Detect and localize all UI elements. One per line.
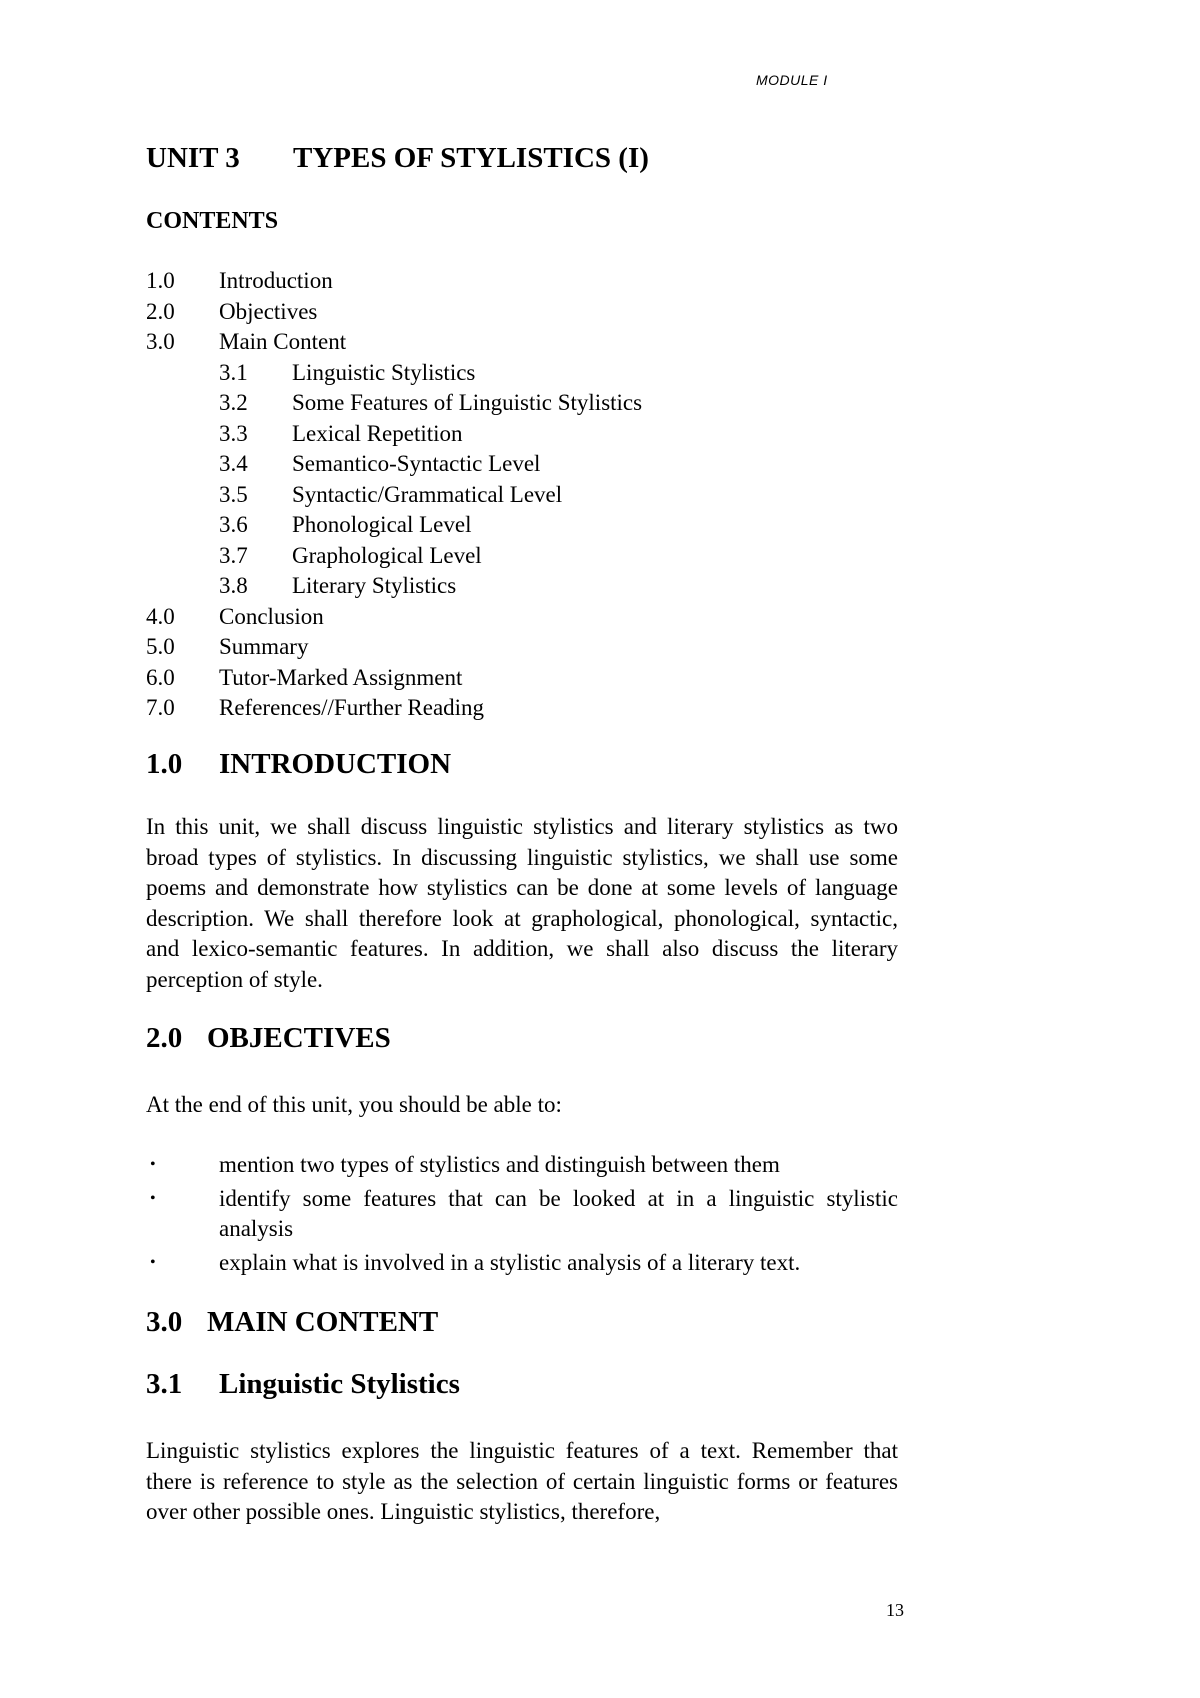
list-item bbox=[146, 1248, 898, 1279]
toc-label: Semantico-Syntactic Level bbox=[292, 451, 541, 476]
section-number: 3.0 bbox=[146, 1306, 183, 1338]
bullet-icon: • bbox=[150, 1189, 156, 1207]
toc-item bbox=[146, 663, 642, 694]
toc-label: Phonological Level bbox=[292, 512, 472, 537]
toc-number: 3.7 bbox=[219, 542, 248, 568]
toc-number: 3.6 bbox=[219, 512, 248, 537]
section-number: 2.0 bbox=[146, 1022, 183, 1054]
toc-subitem bbox=[146, 541, 642, 572]
section-title: MAIN CONTENT bbox=[207, 1306, 439, 1338]
bullet-icon: • bbox=[150, 1253, 156, 1271]
objectives-heading bbox=[146, 1022, 391, 1055]
toc-subitem bbox=[146, 480, 642, 511]
toc-label: Summary bbox=[219, 634, 309, 659]
unit-number: UNIT 3 bbox=[146, 142, 240, 174]
toc-number: 3.3 bbox=[219, 420, 248, 446]
toc-subitem bbox=[146, 510, 642, 541]
running-head: MODULE I bbox=[756, 72, 828, 88]
table-of-contents bbox=[146, 266, 642, 724]
toc-subitem bbox=[146, 571, 642, 602]
toc-label: Graphological Level bbox=[292, 542, 482, 568]
list-item-text: identify some features that can be looked at in a linguistic stylistic analysis bbox=[219, 1185, 898, 1241]
linguistic-stylistics-heading bbox=[146, 1368, 460, 1401]
toc-item bbox=[146, 632, 642, 663]
toc-number: 6.0 bbox=[146, 664, 175, 690]
toc-number: 1.0 bbox=[146, 268, 175, 293]
toc-subitem bbox=[146, 449, 642, 480]
toc-item bbox=[146, 327, 642, 358]
list-item-text: explain what is involved in a stylistic analysis of a literary text. bbox=[219, 1249, 801, 1275]
toc-label: Introduction bbox=[219, 268, 333, 293]
introduction-paragraph: In this unit, we shall discuss linguistic stylistics and literary stylistics as two broad types of stylistics. In discussing linguistic stylistics, we shall use some poems and demonstrate how stylistics can be done at some levels of language description. We shall therefore look at graphological, phonological, syntactic, and lexico-semantic features. In addition, we shall also discuss the literary perception of style. bbox=[146, 814, 898, 992]
toc-number: 3.2 bbox=[219, 390, 248, 415]
section-title: INTRODUCTION bbox=[219, 748, 452, 780]
bullet-icon: • bbox=[150, 1156, 156, 1173]
toc-number: 2.0 bbox=[146, 298, 175, 324]
section-title: OBJECTIVES bbox=[207, 1022, 391, 1054]
toc-label: Syntactic/Grammatical Level bbox=[292, 481, 563, 507]
toc-number: 3.0 bbox=[146, 329, 175, 354]
section-number: 1.0 bbox=[146, 748, 183, 780]
toc-number: 7.0 bbox=[146, 695, 175, 720]
toc-number: 5.0 bbox=[146, 634, 175, 659]
toc-label: Some Features of Linguistic Stylistics bbox=[292, 390, 643, 415]
list-item bbox=[146, 1150, 898, 1181]
toc-label: Lexical Repetition bbox=[292, 420, 463, 446]
toc-number: 3.4 bbox=[219, 451, 248, 476]
toc-number: 3.8 bbox=[219, 573, 248, 598]
toc-number: 3.1 bbox=[219, 359, 248, 385]
toc-subitem bbox=[146, 358, 642, 389]
section-number: 3.1 bbox=[146, 1368, 183, 1400]
toc-item bbox=[146, 297, 642, 328]
toc-subitem bbox=[146, 388, 642, 419]
objectives-list bbox=[146, 1150, 898, 1281]
toc-label: Literary Stylistics bbox=[292, 573, 457, 598]
toc-item bbox=[146, 602, 642, 633]
toc-number: 4.0 bbox=[146, 603, 175, 629]
toc-label: Linguistic Stylistics bbox=[292, 359, 476, 385]
toc-number: 3.5 bbox=[219, 481, 248, 507]
list-item-text: mention two types of stylistics and distinguish between them bbox=[219, 1152, 780, 1177]
page-number: 13 bbox=[886, 1600, 904, 1620]
contents-label: CONTENTS bbox=[146, 208, 279, 234]
unit-title bbox=[146, 142, 649, 175]
toc-item bbox=[146, 693, 642, 724]
unit-title-text: TYPES OF STYLISTICS (I) bbox=[293, 142, 649, 174]
toc-item bbox=[146, 266, 642, 297]
toc-subitem bbox=[146, 419, 642, 450]
linguistic-stylistics-paragraph: Linguistic stylistics explores the linguistic features of a text. Remember that there is reference to style as the selection of certain linguistic forms or features over other possible ones. Linguistic stylistics, therefore, bbox=[146, 1438, 898, 1524]
toc-label: Tutor-Marked Assignment bbox=[219, 664, 463, 690]
objectives-lead: At the end of this unit, you should be able to: bbox=[146, 1092, 562, 1117]
main-content-heading bbox=[146, 1306, 438, 1339]
toc-label: References//Further Reading bbox=[219, 695, 485, 720]
list-item bbox=[146, 1184, 898, 1245]
toc-label: Conclusion bbox=[219, 603, 324, 629]
introduction-heading bbox=[146, 748, 451, 781]
toc-label: Main Content bbox=[219, 329, 347, 354]
section-title: Linguistic Stylistics bbox=[219, 1368, 460, 1400]
toc-label: Objectives bbox=[219, 298, 318, 324]
